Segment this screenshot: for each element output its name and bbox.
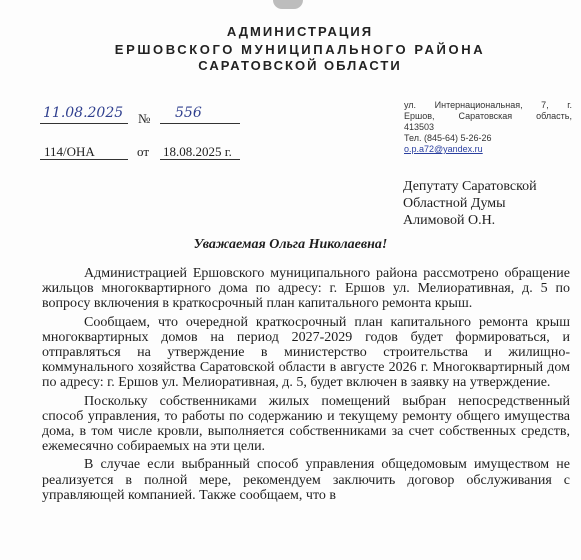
header-line-district: ЕРШОВСКОГО МУНИЦИПАЛЬНОГО РАЙОНА xyxy=(114,42,486,57)
recipient-line-organization: Областной Думы xyxy=(403,196,506,211)
coat-of-arms-emblem xyxy=(273,0,303,9)
outgoing-date: 18.08.2025 г. xyxy=(163,144,232,159)
header-line-region: САРАТОВСКОЙ ОБЛАСТИ xyxy=(198,58,402,73)
address-postcode: 413503 xyxy=(404,122,435,132)
recipient-line-title: Депутату Саратовской xyxy=(403,179,537,194)
recipient-line-name: Алимовой О.Н. xyxy=(403,213,496,228)
outgoing-number: 114/ОНА xyxy=(44,144,95,159)
address-email-link[interactable]: o.p.a72@yandex.ru xyxy=(404,144,483,154)
body-paragraph-4: В случае если выбранный способ управления общедомовым имуществом не реализуется в полной мере, рекомендуем заключить договор обслуживания с управляющей компанией. Также сообщаем, что в xyxy=(42,457,570,503)
body-paragraph-1: Администрацией Ершовского муниципального района рассмотрено обращение жильцов многоквартирного дома по адресу: г. Ершов ул. Мелиоративная, д. 5 по вопросу включения в краткосрочный план капитального ремонта крыш. xyxy=(42,266,570,312)
incoming-number-handwritten: 556 xyxy=(175,105,202,121)
recipient-block xyxy=(403,178,537,229)
address-street: ул. Интернациональная, 7, г. xyxy=(404,100,572,110)
body-paragraph-3: Поскольку собственниками жилых помещений выбран непосредственный способ управления, то работы по содержанию и текущему ремонту общего имущества дома, в том числе кровли, выполняется собственниками за счет собственных средств, ежемесячно собираемых на эти цели. xyxy=(42,393,570,455)
incoming-number-underline xyxy=(160,123,240,124)
outgoing-date-underline xyxy=(160,159,240,160)
incoming-date-handwritten: 11.08.2025 xyxy=(43,105,124,121)
body-paragraph-2: Сообщаем, что очередной краткосрочный план капитального ремонта крыш многоквартирных домов на период 2027-2029 годов будет формироваться, и отправляться на утверждение в министерство строительства и жилищно-коммунального хозяйства Саратовской области в августе 2026 г. Многоквартирный дом по адресу: г. Ершов ул. Мелиоративная, д. 5, будет включен в заявку на утверждение. xyxy=(42,314,570,391)
outgoing-number-underline xyxy=(40,159,128,160)
greeting: Уважаемая Ольга Николаевна! xyxy=(193,237,388,252)
from-label: от xyxy=(137,144,150,159)
address-phone: Тел. (845-64) 5-26-26 xyxy=(404,133,492,143)
address-city: Ершов, Саратовская область, xyxy=(404,111,572,121)
number-label: № xyxy=(138,111,151,126)
incoming-date-underline xyxy=(40,123,128,124)
letter-body xyxy=(42,266,570,506)
header-line-administration: АДМИНИСТРАЦИЯ xyxy=(226,24,374,39)
sender-address-block xyxy=(404,100,572,155)
